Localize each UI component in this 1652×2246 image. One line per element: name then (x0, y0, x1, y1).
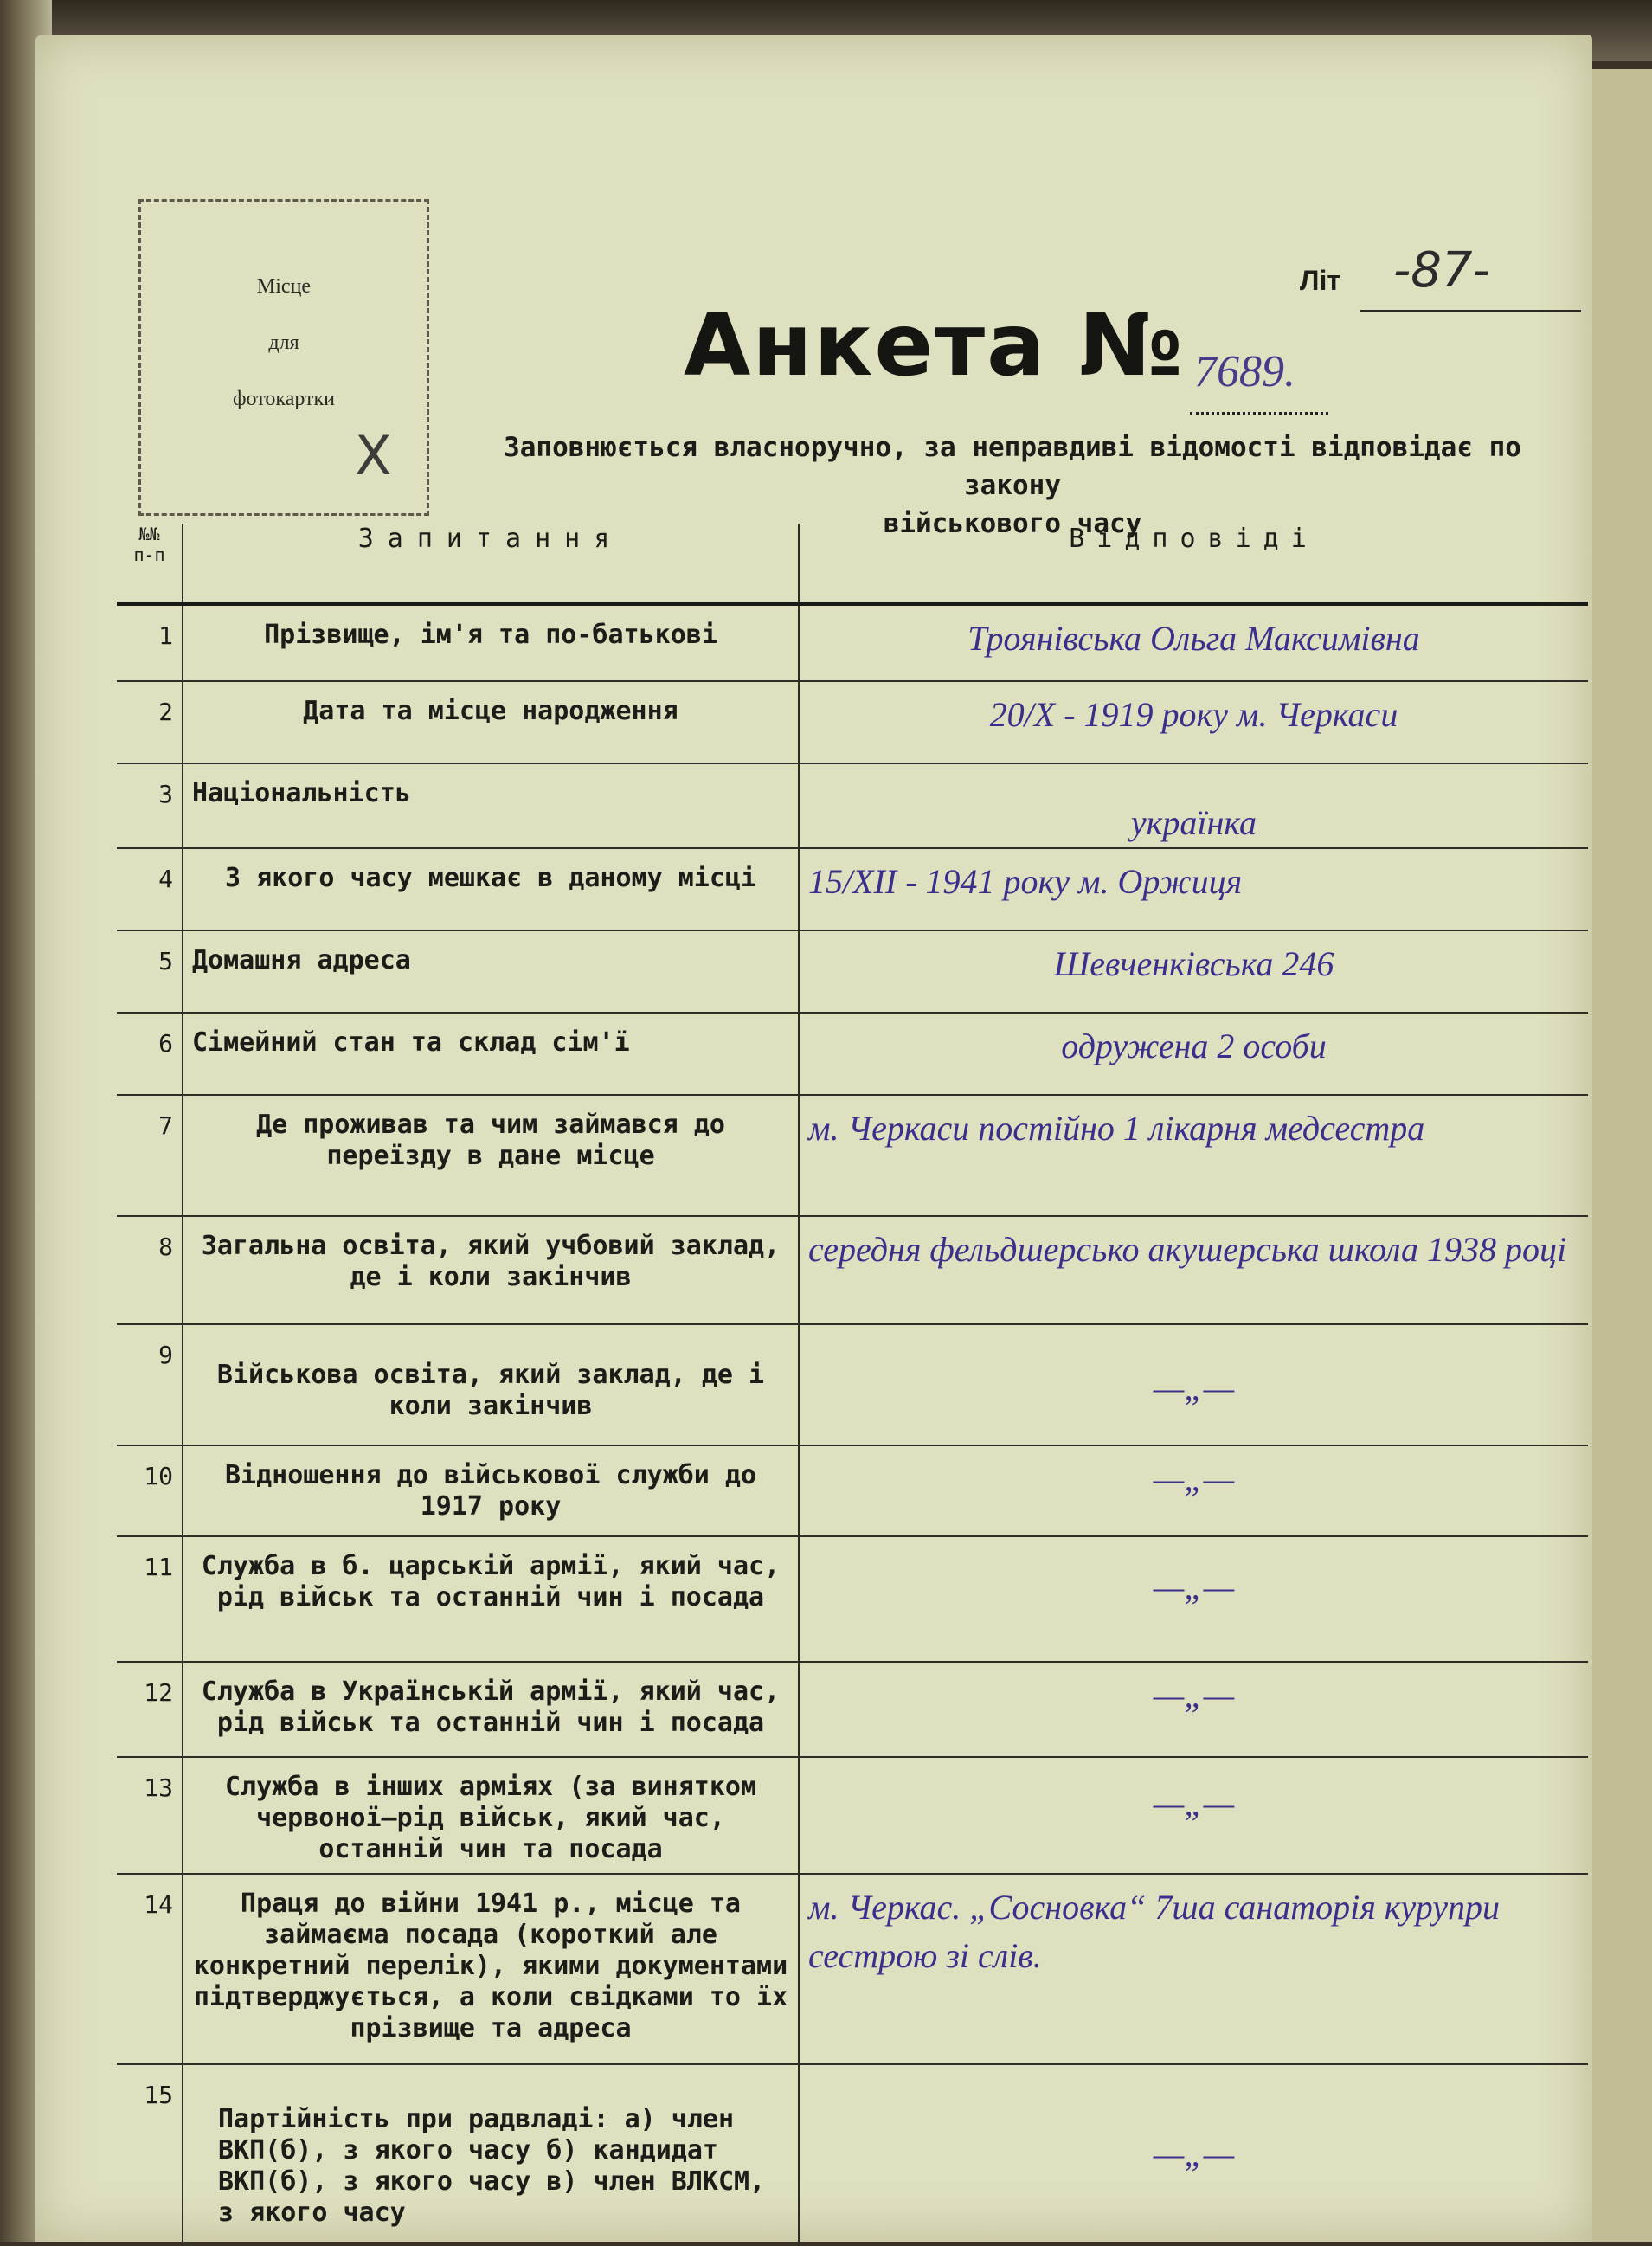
row-answer: —„— (799, 1445, 1588, 1536)
photo-cross-mark: X (355, 424, 392, 487)
col-question-header: Запитання (183, 524, 799, 603)
row-answer: —„— (799, 1757, 1588, 1874)
row-answer: українка (799, 763, 1588, 848)
row-number: 12 (117, 1662, 183, 1757)
photo-caption-1: Місце (256, 275, 312, 298)
row-answer: Троянівська Ольга Максимівна (799, 603, 1588, 681)
row-number: 5 (117, 930, 183, 1013)
questionnaire-number: 7689. (1194, 347, 1295, 396)
row-question: Де проживав та чим займався до переїзду в дане місце (183, 1095, 799, 1216)
table-row (117, 1445, 1588, 1536)
questionnaire-page (35, 35, 1592, 2242)
row-answer: —„— (799, 2064, 1588, 2246)
row-number: 9 (117, 1324, 183, 1445)
row-answer: —„— (799, 1536, 1588, 1662)
lit-label: Літ (1300, 265, 1341, 296)
row-number: 1 (117, 603, 183, 681)
row-question: Служба в Українській армії, який час, рід військ та останній чин і посада (183, 1662, 799, 1757)
lit-value: -87- (1393, 242, 1490, 299)
row-question: Служба в інших арміях (за винятком червоної—рід військ, який час, останній чин та посада (183, 1757, 799, 1874)
row-answer: середня фельдшерсько акушерська школа 1938 році (799, 1216, 1588, 1324)
row-number: 3 (117, 763, 183, 848)
row-number: 13 (117, 1757, 183, 1874)
table-row (117, 2064, 1588, 2246)
table-row (117, 1874, 1588, 2064)
photo-caption-2: для (268, 331, 299, 354)
col-number-header: №№ п-п (133, 524, 165, 565)
table-row (117, 1662, 1588, 1757)
row-number: 15 (117, 2064, 183, 2246)
col-answer-header: Відповіді (799, 524, 1588, 603)
row-question: Сімейний стан та склад сім'ї (183, 1013, 799, 1095)
row-question: Прізвище, ім'я та по-батькові (183, 603, 799, 681)
table-row (117, 1324, 1588, 1445)
instructions-line-2: військового часу (883, 508, 1142, 539)
table-row (117, 1216, 1588, 1324)
row-answer: Шевченківська 246 (799, 930, 1588, 1013)
row-answer: 20/X - 1919 року м. Черкаси (799, 681, 1588, 763)
row-number: 4 (117, 848, 183, 930)
row-question: Партійність при радвладі: а) член ВКП(б), з якого часу б) кандидат ВКП(б), з якого часу в) член ВЛКСМ, з якого часу (183, 2064, 799, 2246)
table-row (117, 848, 1588, 930)
table-row (117, 1095, 1588, 1216)
page-title: Анкета № (684, 294, 1185, 396)
row-question: Загальна освіта, який учбовий заклад, де і коли закінчив (183, 1216, 799, 1324)
table-row (117, 681, 1588, 763)
row-answer: —„— (799, 1324, 1588, 1445)
row-number: 6 (117, 1013, 183, 1095)
row-number: 2 (117, 681, 183, 763)
table-header-row (117, 524, 1588, 603)
row-question: Домашня адреса (183, 930, 799, 1013)
row-question: Військова освіта, який заклад, де і коли закінчив (183, 1324, 799, 1445)
instructions-line-1: Заповнюється власноручно, за неправдиві відомості відповідає по закону (504, 432, 1521, 501)
row-question: Праця до війни 1941 р., місце та займаєма посада (короткий але конкретний перелік), якими документами підтверджується, а коли свідками то їх прізвище та адреса (183, 1874, 799, 2064)
row-question: Національність (183, 763, 799, 848)
questionnaire-table (117, 524, 1588, 2246)
table-row (117, 930, 1588, 1013)
row-question: Дата та місце народження (183, 681, 799, 763)
row-number: 14 (117, 1874, 183, 2064)
row-number: 10 (117, 1445, 183, 1536)
table-row (117, 763, 1588, 848)
table-row (117, 1536, 1588, 1662)
row-number: 11 (117, 1536, 183, 1662)
table-row (117, 1013, 1588, 1095)
row-question: З якого часу мешкає в даному місці (183, 848, 799, 930)
table-row (117, 603, 1588, 681)
row-question: Відношення до військової служби до 1917 року (183, 1445, 799, 1536)
number-underline (1190, 412, 1328, 415)
row-answer: м. Черкас. „Сосновка“ 7ша санаторія курупри сестрою зі слів. (799, 1874, 1588, 2064)
lit-underline (1360, 310, 1581, 312)
row-answer: м. Черкаси постійно 1 лікарня медсестра (799, 1095, 1588, 1216)
row-answer: одружена 2 особи (799, 1013, 1588, 1095)
row-answer: 15/XII - 1941 року м. Оржиця (799, 848, 1588, 930)
photo-caption-3: фотокартки (232, 388, 336, 410)
row-question: Служба в б. царській армії, який час, рід військ та останній чин і посада (183, 1536, 799, 1662)
row-number: 8 (117, 1216, 183, 1324)
table-row (117, 1757, 1588, 1874)
row-answer: —„— (799, 1662, 1588, 1757)
row-number: 7 (117, 1095, 183, 1216)
